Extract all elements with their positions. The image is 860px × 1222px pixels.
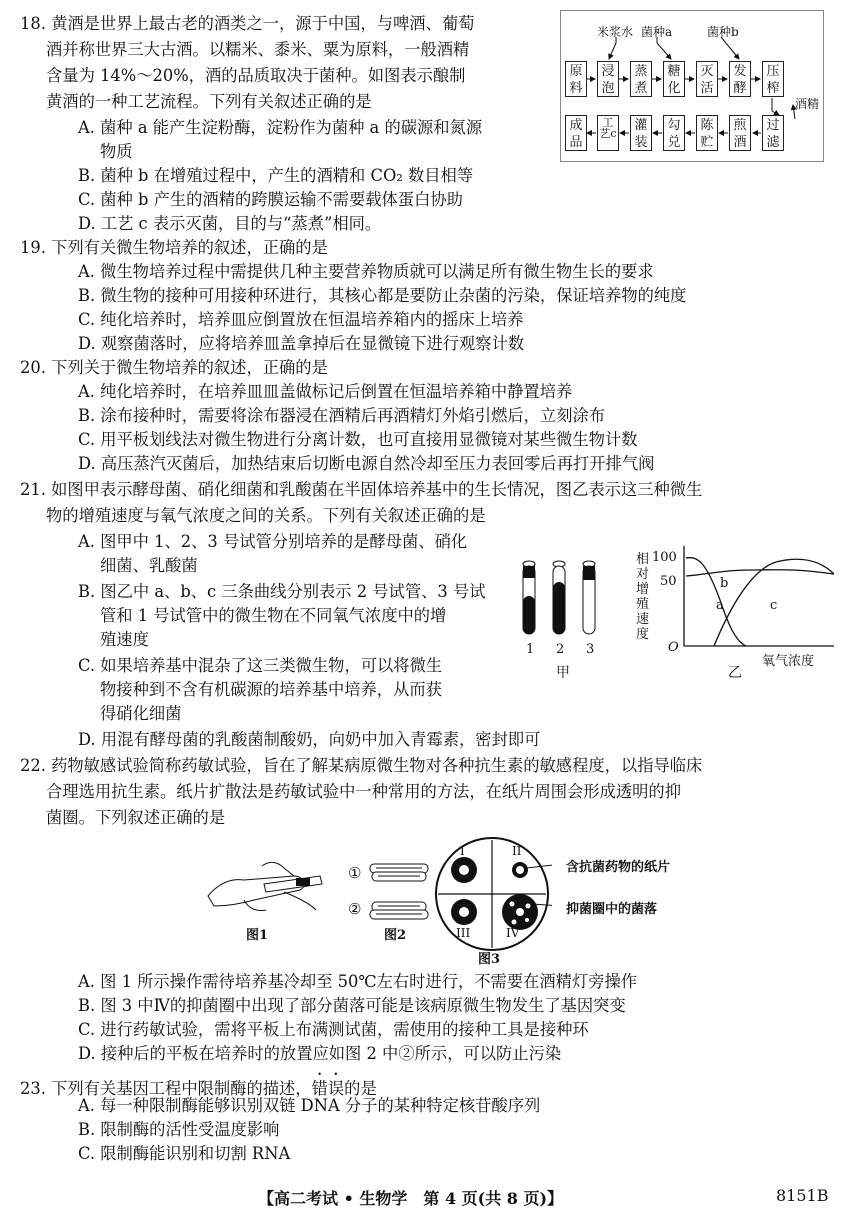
q20-stem: 20. 下列关于微生物培养的叙述，正确的是 xyxy=(20,358,328,377)
fig2-mark-1: ① xyxy=(348,864,362,882)
step-press: 压榨 xyxy=(762,61,784,97)
figure-jia-caption: 甲 xyxy=(556,665,570,681)
note-antibiotic-disc: 含抗菌药物的纸片 xyxy=(566,860,671,875)
q22-option-c: C. 进行药敏试验，需将平板上布满测试菌，需使用的接种工具是接种环 xyxy=(78,1020,589,1039)
figure-1-hands-pouring xyxy=(204,856,334,926)
step-inactivate: 灭活 xyxy=(696,61,718,97)
q18-option-a-cont: 物质 xyxy=(100,142,133,161)
step-blend: 勾兑 xyxy=(663,115,685,151)
region-label-i: I xyxy=(460,844,465,858)
paper-code: 8151B xyxy=(776,1186,829,1205)
q23-option-a: A. 每一种限制酶能够识别双链 DNA 分子的某种特定核苷酸序列 xyxy=(78,1096,541,1115)
test-tube-1 xyxy=(523,561,535,634)
test-tube-2 xyxy=(553,561,565,634)
process-flow-diagram xyxy=(560,10,824,162)
q18-stem-line2: 酒并称世界三大古酒。以糯米、黍米、粟为原料，一般酒精 xyxy=(46,40,470,59)
q18-option-a: A. 菌种 a 能产生淀粉酶，淀粉作为菌种 a 的碳源和氮源 xyxy=(78,118,483,137)
figure-3-caption: 图3 xyxy=(478,952,501,967)
q20-option-c: C. 用平板划线法对微生物进行分离计数，也可直接用显微镜对某些微生物计数 xyxy=(78,430,638,449)
input-label-2: 菌种a xyxy=(641,25,673,39)
q21-option-c-line1: C. 如果培养基中混杂了这三类微生物，可以将微生 xyxy=(78,656,443,675)
tube-label-1: 1 xyxy=(526,642,535,657)
q21-option-c-line3: 得硝化细菌 xyxy=(100,704,182,723)
step-product: 成品 xyxy=(565,115,587,151)
plate-stack-inverted xyxy=(370,902,428,919)
q21-stem-line1: 21. 如图甲表示酵母菌、硝化细菌和乳酸菌在半固体培养基中的生长情况，图乙表示这三种微生 xyxy=(20,480,703,499)
q21-option-a-line1: A. 图甲中 1、2、3 号试管分别培养的是酵母菌、硝化 xyxy=(78,532,468,551)
chart-xlabel: 氧气浓度 xyxy=(762,654,815,669)
q18-stem-line4: 黄酒的一种工艺流程。下列有关叙述正确的是 xyxy=(46,92,372,111)
figure-yi-caption: 乙 xyxy=(728,665,742,681)
step-filter: 过滤 xyxy=(762,115,784,151)
curve-label-a: a xyxy=(716,598,724,613)
q23-option-c: C. 限制酶能识别和切割 RNA xyxy=(78,1144,291,1163)
chart-ytick-100: 100 xyxy=(652,550,677,565)
step-soak: 浸泡 xyxy=(597,61,619,97)
step-process-c: 工艺c xyxy=(597,115,619,151)
q22-option-b: B. 图 3 中Ⅳ的抑菌圈中出现了部分菌落可能是该病原微生物发生了基因突变 xyxy=(78,996,626,1015)
figure-2-caption: 图2 xyxy=(384,928,407,943)
output-label: 酒精 xyxy=(795,97,820,111)
q21-option-b-line1: B. 图乙中 a、b、c 三条曲线分别表示 2 号试管、3 号试 xyxy=(78,582,486,601)
q18-stem-line3: 含量为 14%～20%，酒的品质取决于菌种。如图表示酿制 xyxy=(46,66,466,85)
step-raw-material: 原料 xyxy=(565,61,587,97)
step-decoct: 煎酒 xyxy=(729,115,751,151)
figure-3-petri-dish xyxy=(432,834,552,954)
step-ferment: 发酵 xyxy=(729,61,751,97)
q18-option-b: B. 菌种 b 在增殖过程中，产生的酒精和 CO₂ 数目相等 xyxy=(78,166,474,185)
input-label-3: 菌种b xyxy=(707,25,739,39)
q20-option-b: B. 涂布接种时，需要将涂布器浸在酒精后再酒精灯外焰引燃后，立刻涂布 xyxy=(78,406,606,425)
q21-option-d: D. 用混有酵母菌的乳酸菌制酸奶，向奶中加入青霉素，密封即可 xyxy=(78,730,541,749)
q20-option-a: A. 纯化培养时，在培养皿皿盖做标记后倒置在恒温培养箱中静置培养 xyxy=(78,382,573,401)
q21-option-b-line2: 管和 1 号试管中的微生物在不同氧气浓度中的增 xyxy=(100,606,447,625)
tube-label-3: 3 xyxy=(586,642,595,657)
plate-stack-upright xyxy=(370,864,428,881)
q19-option-d: D. 观察菌落时，应将培养皿盖拿掉后在显微镜下进行观察计数 xyxy=(78,334,525,353)
q21-option-a-line2: 细菌、乳酸菌 xyxy=(100,556,198,575)
q19-option-a: A. 微生物培养过程中需提供几种主要营养物质就可以满足所有微生物生长的要求 xyxy=(78,262,654,281)
chart-ytick-50: 50 xyxy=(660,574,677,589)
q22-stem-line1: 22. 药物敏感试验简称药敏试验，旨在了解某病原微生物对各种抗生素的敏感程度，以指导临床 xyxy=(20,756,703,775)
q22-option-a: A. 图 1 所示操作需待培养基冷却至 50℃左右时进行，不需要在酒精灯旁操作 xyxy=(78,972,638,991)
region-label-iv: IV xyxy=(506,926,520,940)
curve-label-c: c xyxy=(770,598,778,613)
q22-stem-line2: 合理选用抗生素。纸片扩散法是药敏试验中一种常用的方法，在纸片周围会形成透明的抑 xyxy=(46,782,681,801)
curve-label-b: b xyxy=(720,576,729,591)
input-label-1: 米浆水 xyxy=(597,25,634,39)
q23-stem: 23. 下列有关基因工程中限制酶的描述，错误的是 xyxy=(20,1079,377,1098)
q22-stem-line3: 菌圈。下列叙述正确的是 xyxy=(46,808,226,827)
step-age: 陈贮 xyxy=(696,115,718,151)
region-label-ii: II xyxy=(512,844,522,858)
q22-option-d: D. 接种后的平板在培养时的放置应如图 2 中②所示，可以防止污染 xyxy=(78,1044,562,1063)
note-colonies-in-zone: 抑菌圈中的菌落 xyxy=(566,902,658,917)
fig2-mark-2: ② xyxy=(348,900,362,918)
oxygen-growth-chart xyxy=(680,542,840,652)
q23-stem-emphasis: 错误 xyxy=(311,1079,345,1098)
tube-label-2: 2 xyxy=(556,642,565,657)
q18-option-d: D. 工艺 c 表示灭菌，目的与“蒸煮”相同。 xyxy=(78,214,382,233)
q18-option-c: C. 菌种 b 产生的酒精的跨膜运输不需要载体蛋白协助 xyxy=(78,190,463,209)
step-steam: 蒸煮 xyxy=(630,61,652,97)
q23-option-b: B. 限制酶的活性受温度影响 xyxy=(78,1120,280,1139)
test-tube-3 xyxy=(583,561,595,634)
q19-stem: 19. 下列有关微生物培养的叙述，正确的是 xyxy=(20,238,328,257)
q21-stem-line2: 物的增殖速度与氧气浓度之间的关系。下列有关叙述正确的是 xyxy=(46,506,486,525)
step-bottle: 灌装 xyxy=(630,115,652,151)
page-footer: 【高二考试 • 生物学 第 4 页(共 8 页)】 xyxy=(258,1189,564,1208)
step-saccharify: 糖化 xyxy=(663,61,685,97)
chart-ylabel: 相 对 增 殖 速 度 xyxy=(636,552,650,642)
q21-option-c-line2: 物接种到不含有机碳源的培养基中培养，从而获 xyxy=(100,680,442,699)
region-label-iii: III xyxy=(456,926,471,940)
q18-stem-line1: 18. 黄酒是世界上最古老的酒类之一，源于中国，与啤酒、葡萄 xyxy=(20,14,475,33)
q21-option-b-line3: 殖速度 xyxy=(100,630,149,649)
q19-option-b: B. 微生物的接种可用接种环进行，其核心都是要防止杂菌的污染，保证培养物的纯度 xyxy=(78,286,687,305)
figure-1-caption: 图1 xyxy=(246,928,269,943)
q19-option-c: C. 纯化培养时，培养皿应倒置放在恒温培养箱内的摇床上培养 xyxy=(78,310,524,329)
q20-option-d: D. 高压蒸汽灭菌后，加热结束后切断电源自然冷却至压力表回零后再打开排气阀 xyxy=(78,454,655,473)
chart-origin: O xyxy=(668,640,679,655)
